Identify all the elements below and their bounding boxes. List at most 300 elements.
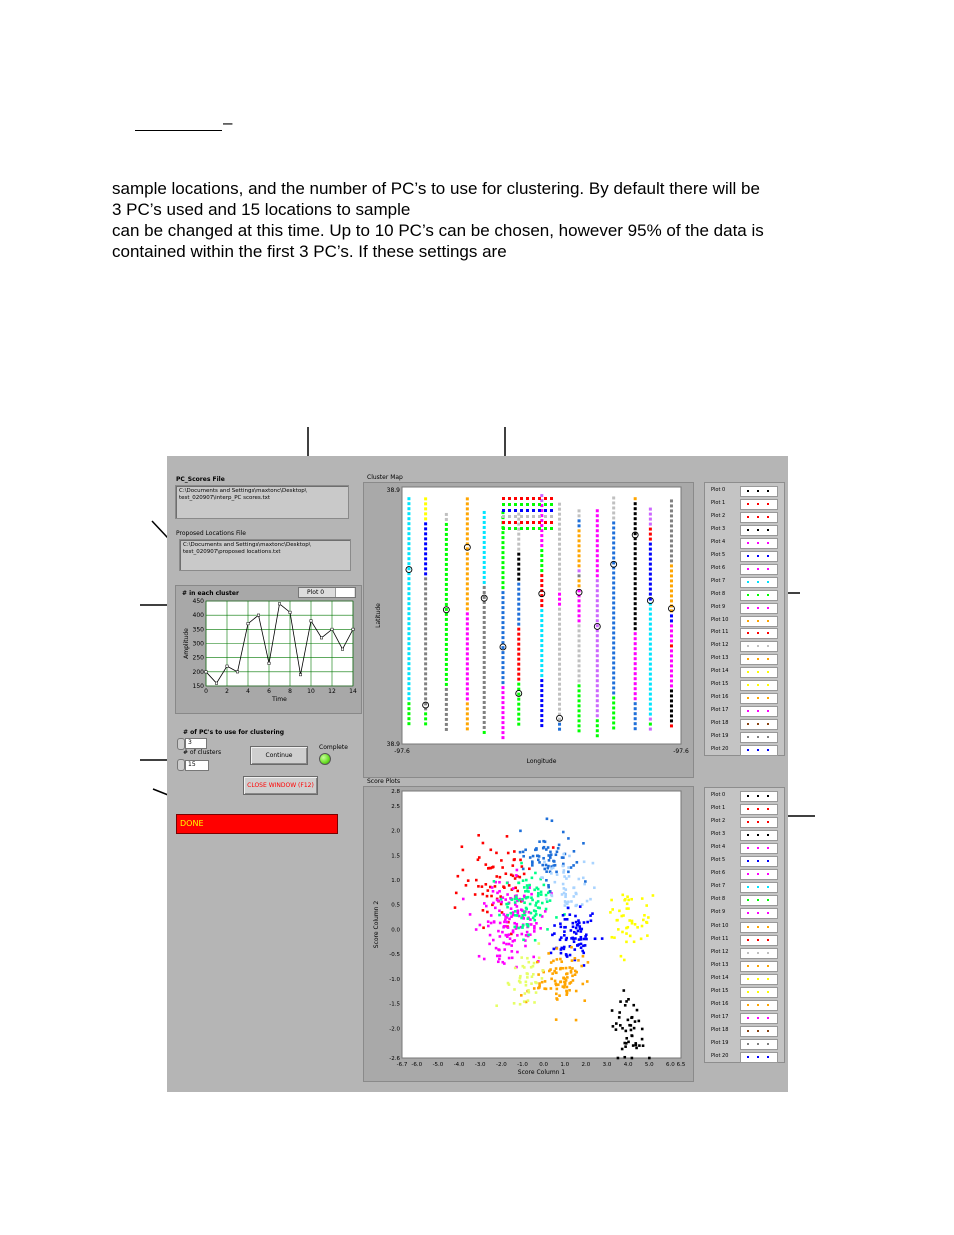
cluster-map-point (407, 632, 410, 635)
legend-item-swatch (740, 817, 778, 828)
cluster-map-point (466, 682, 469, 685)
cluster-map-point (424, 662, 427, 665)
cluster-map-point (596, 544, 599, 547)
cluster-map-point (578, 609, 581, 612)
legend-item[interactable] (709, 960, 781, 972)
legend-item-label: Plot 1 (711, 805, 726, 812)
score-point (633, 1027, 636, 1030)
cluster-map-point (596, 529, 599, 532)
legend-item[interactable] (709, 615, 781, 627)
score-point (498, 909, 501, 912)
score-point (641, 897, 644, 900)
cluster-map-point (501, 616, 504, 619)
score-point (502, 926, 505, 929)
score-point (477, 885, 480, 888)
cluster-map-point (634, 712, 637, 715)
score-point (568, 855, 571, 858)
legend-swatch-dot (757, 581, 759, 583)
cluster-map-point (649, 698, 652, 701)
cluster-map-point (540, 694, 543, 697)
legend-item[interactable] (709, 524, 781, 536)
cluster-map-point (540, 724, 543, 727)
cluster-map-point (407, 552, 410, 555)
legend-item[interactable] (709, 731, 781, 743)
score-point (534, 939, 537, 942)
cluster-map-point (612, 531, 615, 534)
score-point (587, 961, 590, 964)
score-point (529, 856, 532, 859)
cluster-map-point (501, 606, 504, 609)
cluster-map-point (634, 557, 637, 560)
score-point (539, 927, 542, 930)
score-point (543, 868, 546, 871)
cluster-map-point (649, 688, 652, 691)
cluster-map-point (540, 569, 543, 572)
cluster-map-point (634, 637, 637, 640)
cluster-map-point (558, 708, 561, 711)
cluster-map-point (670, 659, 673, 662)
cluster-map-point (540, 674, 543, 677)
legend-item[interactable] (709, 855, 781, 867)
legend-item-label: Plot 16 (711, 1000, 729, 1007)
legend-item[interactable] (709, 881, 781, 893)
score-point (555, 1018, 558, 1021)
cluster-map-point (612, 511, 615, 514)
score-point (527, 989, 530, 992)
cluster-map-point (445, 538, 448, 541)
score-point (559, 922, 562, 925)
pc-scores-path-field[interactable]: C:\Documents and Settings\maxtonc\Desktop\ test_020907\interp_PC scores.txt (175, 485, 349, 519)
legend-item[interactable] (709, 921, 781, 933)
score-point (567, 900, 570, 903)
cluster-map-point (424, 567, 427, 570)
score-point (630, 1029, 633, 1032)
legend-item[interactable] (709, 894, 781, 906)
cluster-map-point (508, 515, 511, 518)
score-point (568, 966, 571, 969)
clusters-input[interactable]: 15 (185, 760, 209, 771)
legend-item[interactable] (709, 790, 781, 802)
score-point (540, 893, 543, 896)
cluster-map-point (634, 572, 637, 575)
cluster-map-point (466, 577, 469, 580)
cluster-map-point (578, 709, 581, 712)
cluster-chart-x-tick: 8 (288, 688, 292, 695)
score-point (506, 893, 509, 896)
legend-item[interactable] (709, 537, 781, 549)
cluster-map-point (540, 659, 543, 662)
cluster-map-point (596, 589, 599, 592)
legend-item-label: Plot 0 (711, 487, 726, 493)
score-point (551, 972, 554, 975)
score-point (589, 914, 592, 917)
legend-swatch-dot (767, 795, 769, 797)
cluster-map-point (670, 544, 673, 547)
score-point (526, 931, 529, 934)
score-point (465, 884, 468, 887)
legend-item[interactable] (709, 485, 781, 497)
cluster-map-point (596, 689, 599, 692)
cluster-map-point (558, 698, 561, 701)
cluster-map-point (501, 681, 504, 684)
score-point (575, 990, 578, 993)
score-point (638, 1020, 641, 1023)
cluster-map-point (445, 523, 448, 526)
score-point (626, 895, 629, 898)
score-point (524, 890, 527, 893)
legend-item-swatch (740, 641, 778, 652)
legend-item[interactable] (709, 986, 781, 998)
legend-item[interactable] (709, 705, 781, 717)
cluster-map-point (670, 499, 673, 502)
cluster-map-point (517, 548, 520, 551)
cluster-map-point (596, 714, 599, 717)
cluster-map-point (578, 659, 581, 662)
cluster-map-point (517, 583, 520, 586)
cluster-map-point (558, 628, 561, 631)
legend-swatch-dot (757, 490, 759, 492)
cluster-map-point (424, 627, 427, 630)
legend-swatch-dot (747, 1056, 749, 1058)
cluster-map-point (424, 622, 427, 625)
cluster-map-point (424, 692, 427, 695)
score-point (538, 861, 541, 864)
legend-item[interactable] (709, 563, 781, 575)
legend-item-swatch (740, 577, 778, 588)
cluster-map-point (558, 658, 561, 661)
score-point (577, 959, 580, 962)
legend-swatch-dot (747, 952, 749, 954)
legend-item[interactable] (709, 973, 781, 985)
score-point (493, 920, 496, 923)
cluster-map-point (596, 704, 599, 707)
cluster-map-point (578, 524, 581, 527)
score-point (545, 870, 548, 873)
legend-item[interactable] (709, 718, 781, 730)
score-point (534, 910, 537, 913)
continue-button[interactable]: Continue (250, 746, 308, 765)
cluster-map-point (612, 576, 615, 579)
legend-item[interactable] (709, 803, 781, 815)
legend-item[interactable] (709, 947, 781, 959)
cluster-map-point (466, 637, 469, 640)
legend-swatch-dot (747, 516, 749, 518)
cluster-map-point (578, 544, 581, 547)
score-point (553, 948, 556, 951)
cluster-map-point (517, 553, 520, 556)
cluster-map-point (634, 592, 637, 595)
legend-item-swatch (740, 667, 778, 678)
cluster-map-point (558, 588, 561, 591)
cluster-map-point (517, 568, 520, 571)
cluster-map-point (558, 568, 561, 571)
score-point (616, 919, 619, 922)
cluster-map-point (538, 521, 541, 524)
cluster-map-point (544, 527, 547, 530)
cluster-map-point (578, 724, 581, 727)
cluster-map-point (578, 689, 581, 692)
cluster-map-point (540, 564, 543, 567)
legend-item[interactable] (709, 934, 781, 946)
plot0-legend-label: Plot 0 (307, 589, 325, 596)
legend-item[interactable] (709, 744, 781, 756)
score-point (511, 898, 514, 901)
legend-swatch-dot (757, 1056, 759, 1058)
cluster-map-point (540, 604, 543, 607)
score-y-tick: 1.5 (391, 853, 400, 860)
score-point (562, 985, 565, 988)
cluster-map-point (407, 637, 410, 640)
legend-item[interactable] (709, 816, 781, 828)
cluster-map-point (649, 703, 652, 706)
score-point (514, 910, 517, 913)
cluster-map-point (517, 513, 520, 516)
cluster-map-point (649, 663, 652, 666)
legend-item[interactable] (709, 1025, 781, 1037)
score-point (583, 883, 586, 886)
score-point (542, 840, 545, 843)
score-point (565, 937, 568, 940)
legend-item[interactable] (709, 679, 781, 691)
cluster-map-point (578, 639, 581, 642)
score-point (454, 906, 457, 909)
score-point (508, 983, 511, 986)
legend-swatch-dot (747, 503, 749, 505)
legend-item[interactable] (709, 1012, 781, 1024)
cluster-map-point (424, 572, 427, 575)
legend-swatch-dot (757, 555, 759, 557)
cluster-map-point (445, 673, 448, 676)
cluster-map-point (483, 531, 486, 534)
cluster-map-point (483, 731, 486, 734)
legend-item[interactable] (709, 498, 781, 510)
score-y-tick: -2.0 (389, 1026, 400, 1033)
score-point (641, 925, 644, 928)
legend-item[interactable] (709, 511, 781, 523)
cluster-map-point (558, 583, 561, 586)
score-point (548, 859, 551, 862)
legend-item-label: Plot 3 (711, 525, 726, 532)
legend-swatch-dot (767, 847, 769, 849)
cluster-map-point (649, 623, 652, 626)
legend-item[interactable] (709, 842, 781, 854)
cluster-map-point (540, 619, 543, 622)
score-point (523, 901, 526, 904)
score-point (522, 938, 525, 941)
legend-item[interactable] (709, 602, 781, 614)
cluster-map-point (483, 636, 486, 639)
cluster-map-point (424, 607, 427, 610)
cluster-map-point (649, 523, 652, 526)
cluster-map-point (670, 579, 673, 582)
score-point (499, 922, 502, 925)
cluster-map-point (483, 546, 486, 549)
cluster-map-point (596, 649, 599, 652)
score-point (570, 929, 573, 932)
cluster-map-point (670, 534, 673, 537)
cluster-map-point (407, 582, 410, 585)
cluster-map-point (578, 714, 581, 717)
cluster-map-point (558, 538, 561, 541)
cluster-map-point (634, 627, 637, 630)
score-point (532, 956, 535, 959)
cluster-map-point (407, 567, 410, 570)
score-point (625, 1037, 628, 1040)
cluster-map-point (502, 521, 505, 524)
cluster-map-point (612, 496, 615, 499)
score-point (592, 862, 595, 865)
score-point (567, 871, 570, 874)
legend-item[interactable] (709, 666, 781, 678)
clusters-spinner[interactable] (177, 759, 185, 771)
score-y-tick: -1.5 (389, 1001, 400, 1008)
score-point (527, 961, 530, 964)
cluster-map-point (466, 587, 469, 590)
cluster-map-point (596, 694, 599, 697)
legend-item[interactable] (709, 576, 781, 588)
score-point (572, 938, 575, 941)
score-point (495, 1004, 498, 1007)
cluster-chart-y-tick: 300 (192, 640, 204, 648)
score-point (562, 976, 565, 979)
cluster-map-point (501, 566, 504, 569)
cluster-map-point (538, 515, 541, 518)
legend-item[interactable] (709, 907, 781, 919)
cluster-map-point (466, 627, 469, 630)
score-point (574, 915, 577, 918)
cluster-chart-x-tick: 12 (328, 688, 336, 695)
cluster-map-point (483, 536, 486, 539)
score-x-tick: 1.0 (560, 1062, 570, 1068)
cluster-map-point (407, 557, 410, 560)
score-point (586, 921, 589, 924)
legend-item-swatch (740, 961, 778, 972)
legend-item[interactable] (709, 829, 781, 841)
score-point (500, 901, 503, 904)
cluster-map-point (540, 524, 543, 527)
cluster-map-point (634, 582, 637, 585)
cluster-map-frame (363, 482, 694, 778)
cluster-map-point (517, 593, 520, 596)
cluster-map-point (483, 681, 486, 684)
score-point (544, 910, 547, 913)
cluster-map-point (540, 644, 543, 647)
cluster-map-point (558, 653, 561, 656)
cluster-count-chart-frame (175, 585, 362, 714)
score-point (519, 859, 522, 862)
legend-item[interactable] (709, 550, 781, 562)
cluster-map-point (634, 512, 637, 515)
cluster-map-point (532, 515, 535, 518)
cluster-map-point (558, 533, 561, 536)
cluster-map-point (634, 547, 637, 550)
cluster-map-point (424, 647, 427, 650)
legend-swatch-dot (747, 1017, 749, 1019)
cluster-map-point (517, 698, 520, 701)
close-window-button[interactable]: CLOSE WINDOW (F12) (243, 776, 318, 795)
score-point (558, 994, 561, 997)
cluster-map-point (407, 547, 410, 550)
cluster-map-point (670, 539, 673, 542)
score-point (506, 906, 509, 909)
score-point (550, 961, 553, 964)
cluster-map-point (501, 551, 504, 554)
pcs-input[interactable]: 3 (185, 738, 207, 749)
cluster-map-point (612, 711, 615, 714)
cluster-map-point (550, 521, 553, 524)
legend-item[interactable] (709, 692, 781, 704)
cluster-chart-ylabel: Amplitude (183, 628, 190, 659)
cluster-map-point (578, 549, 581, 552)
cluster-map-point (445, 603, 448, 606)
legend-item[interactable] (709, 640, 781, 652)
underline-mark: – (223, 113, 233, 132)
cluster-map-point (670, 624, 673, 627)
legend-swatch-dot (757, 607, 759, 609)
legend-swatch-dot (767, 1004, 769, 1006)
legend-item[interactable] (709, 999, 781, 1011)
score-point (554, 980, 557, 983)
cluster-map-point (483, 696, 486, 699)
legend-item[interactable] (709, 627, 781, 639)
score-point (593, 886, 596, 889)
legend-item-label: Plot 13 (711, 655, 729, 662)
cluster-map-point (596, 519, 599, 522)
legend-swatch-dot (767, 490, 769, 492)
legend-item[interactable] (709, 1038, 781, 1050)
score-point (635, 1047, 638, 1050)
legend-item[interactable] (709, 868, 781, 880)
cluster-map-point (517, 628, 520, 631)
score-point (521, 865, 524, 868)
legend-swatch-dot (757, 503, 759, 505)
legend-swatch-dot (757, 632, 759, 634)
proposed-locations-path-field[interactable]: C:\Documents and Settings\maxtonc\Desktop\ test_020907\proposed locations.txt (179, 539, 351, 571)
legend-item[interactable] (709, 589, 781, 601)
score-point (578, 925, 581, 928)
legend-item[interactable] (709, 653, 781, 665)
cluster-map-point (670, 519, 673, 522)
score-point (523, 1000, 526, 1003)
cluster-map-point (483, 641, 486, 644)
score-point (590, 919, 593, 922)
score-point (574, 973, 577, 976)
legend-swatch-dot (747, 1004, 749, 1006)
paragraph-line-2: 3 PC’s used and 15 locations to sample (112, 200, 411, 219)
cluster-map-point (501, 666, 504, 669)
score-point (545, 864, 548, 867)
cluster-map-point (558, 508, 561, 511)
score-point (555, 916, 558, 919)
score-point (495, 875, 498, 878)
cluster-map-point (558, 598, 561, 601)
score-point (500, 859, 503, 862)
legend-swatch-dot (767, 912, 769, 914)
score-point (498, 958, 501, 961)
cluster-map-point (466, 512, 469, 515)
cluster-map-point (424, 542, 427, 545)
legend-item-label: Plot 3 (711, 831, 726, 838)
cluster-map-point (517, 648, 520, 651)
cluster-map-point (407, 622, 410, 625)
legend-item[interactable] (709, 1051, 781, 1063)
cluster-map-point (612, 596, 615, 599)
legend-swatch-dot (757, 594, 759, 596)
score-point (620, 955, 623, 958)
cluster-chart-y-tick: 450 (192, 598, 204, 605)
legend-swatch-dot (767, 834, 769, 836)
legend-swatch-dot (757, 978, 759, 980)
